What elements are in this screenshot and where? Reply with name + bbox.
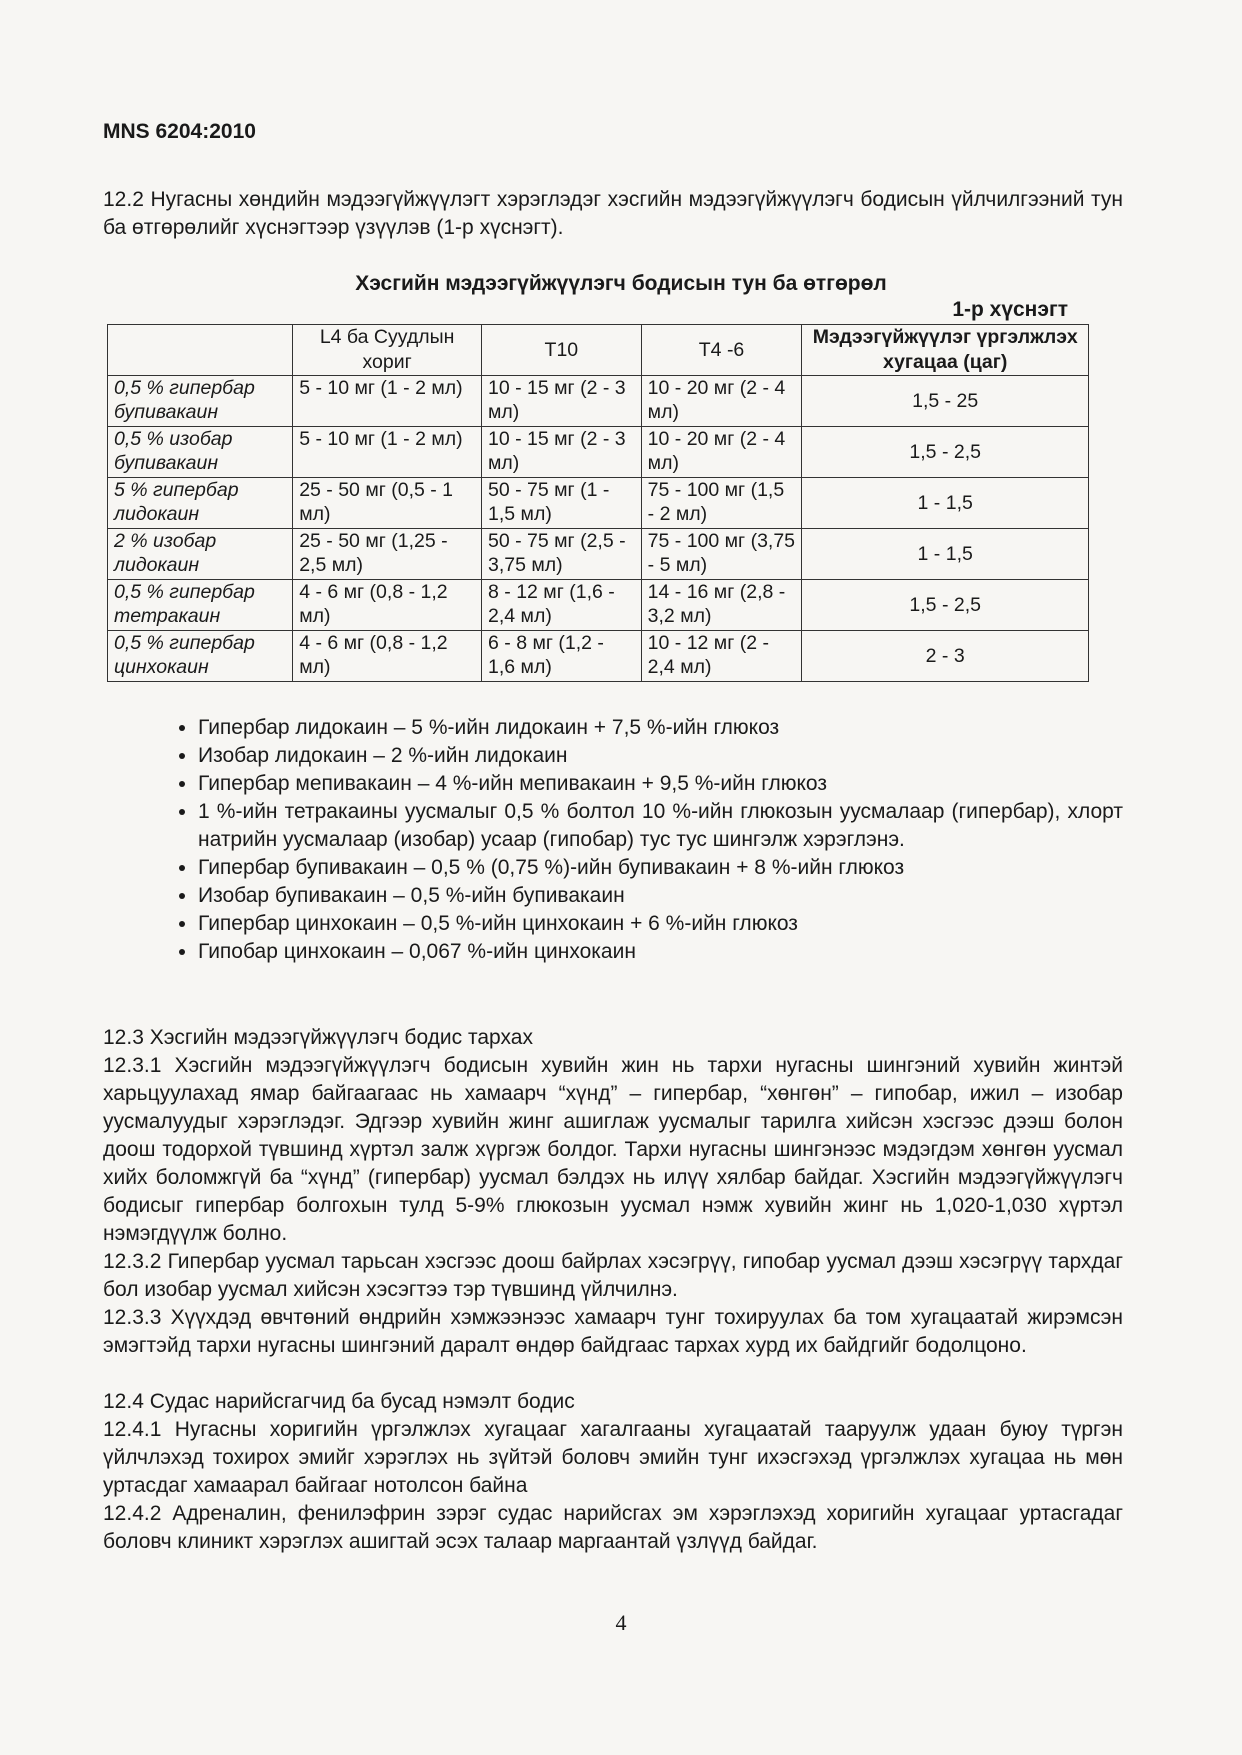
cell-duration: 1 - 1,5 bbox=[802, 478, 1089, 529]
paragraph-12-3-3: 12.3.3 Хүүхдэд өвчтөний өндрийн хэмжээнээс хамаарч тунг тохируулах ба том хугацаатай жирэмсэн эмэгтэйд тархи нугасны шингэний даралт өндөр байдгаас тархах хурд их байдгийг бодолцоно. bbox=[103, 1306, 1123, 1357]
cell-t10: 8 - 12 мг (1,6 - 2,4 мл) bbox=[482, 580, 642, 631]
cell-agent: 2 % изобар лидокаин bbox=[108, 529, 293, 580]
table-title: Хэсгийн мэдээгүйжүүлэгч бодисын тун ба өтгөрөл bbox=[355, 272, 887, 295]
solution-notes-list bbox=[103, 714, 1123, 966]
header-l4: L4 ба Суудлын хориг bbox=[293, 325, 482, 376]
cell-l4: 4 - 6 мг (0,8 - 1,2 мл) bbox=[293, 580, 482, 631]
page-number: 4 bbox=[615, 1610, 627, 1635]
cell-duration: 1,5 - 25 bbox=[802, 376, 1089, 427]
cell-agent: 0,5 % гипербар бупивакаин bbox=[108, 376, 293, 427]
list-item: • Гипербар цинхокаин – 0,5 %-ийн цинхокаин + 6 %-ийн глюкоз bbox=[198, 910, 1123, 938]
cell-l4: 5 - 10 мг (1 - 2 мл) bbox=[293, 427, 482, 478]
cell-t4-6: 10 - 20 мг (2 - 4 мл) bbox=[641, 376, 802, 427]
cell-t10: 10 - 15 мг (2 - 3 мл) bbox=[482, 427, 642, 478]
table-row bbox=[108, 631, 1089, 682]
cell-t4-6: 75 - 100 мг (3,75 - 5 мл) bbox=[641, 529, 802, 580]
table-row bbox=[108, 529, 1089, 580]
cell-t4-6: 75 - 100 мг (1,5 - 2 мл) bbox=[641, 478, 802, 529]
cell-duration: 1,5 - 2,5 bbox=[802, 580, 1089, 631]
section-heading-12-4: 12.4 Судас нарийсгагчид ба бусад нэмэлт бодис bbox=[103, 1390, 575, 1413]
cell-l4: 5 - 10 мг (1 - 2 мл) bbox=[293, 376, 482, 427]
cell-t10: 10 - 15 мг (2 - 3 мл) bbox=[482, 376, 642, 427]
cell-agent: 5 % гипербар лидокаин bbox=[108, 478, 293, 529]
body-sections bbox=[103, 1024, 1123, 1556]
cell-t10: 50 - 75 мг (2,5 - 3,75 мл) bbox=[482, 529, 642, 580]
table-row bbox=[108, 427, 1089, 478]
table-label: 1-р хүснэгт bbox=[952, 298, 1068, 321]
cell-l4: 25 - 50 мг (1,25 - 2,5 мл) bbox=[293, 529, 482, 580]
cell-t4-6: 10 - 12 мг (2 - 2,4 мл) bbox=[641, 631, 802, 682]
list-item: • Гипербар бупивакаин – 0,5 % (0,75 %)-ийн бупивакаин + 8 %-ийн глюкоз bbox=[198, 854, 1123, 882]
cell-t10: 6 - 8 мг (1,2 - 1,6 мл) bbox=[482, 631, 642, 682]
section-heading-12-3: 12.3 Хэсгийн мэдээгүйжүүлэгч бодис тархах bbox=[103, 1026, 533, 1049]
section-gap bbox=[103, 1360, 1123, 1388]
cell-agent: 0,5 % гипербар цинхокаин bbox=[108, 631, 293, 682]
list-item: • Изобар лидокаин – 2 %-ийн лидокаин bbox=[198, 742, 1123, 770]
list-item: • 1 %-ийн тетракаины уусмалыг 0,5 % болтол 10 %-ийн глюкозын уусмалаар (гипербар), хлорт натрийн уусмалаар (изобар) усаар (гипобар) тус тус шингэлж хэрэглэнэ. bbox=[198, 798, 1123, 854]
paragraph-12-4-2: 12.4.2 Адреналин, фенилэфрин зэрэг судас нарийсгах эм хэрэглэхэд хоригийн хугацааг уртасгадаг боловч клиникт хэрэглэх ашигтай эсэх талаар маргаантай үзлүүд байдаг. bbox=[103, 1502, 1123, 1553]
cell-l4: 4 - 6 мг (0,8 - 1,2 мл) bbox=[293, 631, 482, 682]
cell-duration: 1 - 1,5 bbox=[802, 529, 1089, 580]
header-t4-6: T4 -6 bbox=[641, 325, 802, 376]
list-item: • Гипербар лидокаин – 5 %-ийн лидокаин + 7,5 %-ийн глюкоз bbox=[198, 714, 1123, 742]
table-row bbox=[108, 376, 1089, 427]
paragraph-12-4-1: 12.4.1 Нугасны хоригийн үргэлжлэх хугацааг хагалгааны хугацаатай тааруулж удаан буюу түргэн үйлчлэхэд тохирох эмийг хэрэглэх нь зүйтэй боловч эмийн тунг ихэсгэхэд үргэлжлэх хугацаа нь мөн уртасдаг хамаарал байгааг нотолсон байна bbox=[103, 1418, 1123, 1497]
intro-paragraph: 12.2 Нугасны хөндийн мэдээгүйжүүлэгт хэрэглэдэг хэсгийн мэдээгүйжүүлэгч бодисын үйлчилгээний тун ба өтгөрөлийг хүснэгтээр үзүүлэв (1-р хүснэгт). bbox=[103, 188, 1123, 239]
dose-table bbox=[107, 324, 1089, 682]
header-duration: Мэдээгүйжүүлэг үргэлжлэх хугацаа (цаг) bbox=[802, 325, 1089, 376]
list-item: • Изобар бупивакаин – 0,5 %-ийн бупивакаин bbox=[198, 882, 1123, 910]
cell-t4-6: 10 - 20 мг (2 - 4 мл) bbox=[641, 427, 802, 478]
cell-agent: 0,5 % изобар бупивакаин bbox=[108, 427, 293, 478]
cell-t4-6: 14 - 16 мг (2,8 - 3,2 мл) bbox=[641, 580, 802, 631]
cell-duration: 1,5 - 2,5 bbox=[802, 427, 1089, 478]
cell-agent: 0,5 % гипербар тетракаин bbox=[108, 580, 293, 631]
paragraph-12-3-2: 12.3.2 Гипербар уусмал тарьсан хэсгээс доош байрлах хэсэгрүү, гипобар уусмал дээш хэсэгрүү тархдаг бол изобар уусмал хийсэн хэсэгтээ тэр түвшинд үйлчилнэ. bbox=[103, 1250, 1123, 1301]
table-row bbox=[108, 580, 1089, 631]
header-t10: T10 bbox=[482, 325, 642, 376]
table-row bbox=[108, 478, 1089, 529]
paragraph-12-3-1: 12.3.1 Хэсгийн мэдээгүйжүүлэгч бодисын хувийн жин нь тархи нугасны шингэний хувийн жинтэй харьцуулахад ямар байгаагаас нь хамаарч “хүнд” – гипербар, “хөнгөн” – гипобар, ижил – изобар уусмалуудыг хэрэглэдэг. Эдгээр хувийн жинг ашиглаж уусмалыг тарилга хийсэн хэсгээс дээш болон доош тодорхой түвшинд хүртэл залж хүргэж болдог. Тархи нугасны шингэнээс мэдэгдэм хөнгөн уусмал хийх боломжгүй ба “хүнд” (гипербар) уусмал бэлдэх нь илүү хялбар байдаг. Хэсгийн мэдээгүйжүүлэгч бодисыг гипербар болгохын тулд 5-9% глюкозын уусмал нэмж хувийн жинг нь 1,020-1,030 хүртэл нэмэгдүүлж болно. bbox=[103, 1054, 1123, 1245]
list-item: • Гипербар мепивакаин – 4 %-ийн мепивакаин + 9,5 %-ийн глюкоз bbox=[198, 770, 1123, 798]
cell-t10: 50 - 75 мг (1 - 1,5 мл) bbox=[482, 478, 642, 529]
list-item: • Гипобар цинхокаин – 0,067 %-ийн цинхокаин bbox=[198, 938, 1123, 966]
cell-duration: 2 - 3 bbox=[802, 631, 1089, 682]
table-header-row bbox=[108, 325, 1089, 376]
cell-l4: 25 - 50 мг (0,5 - 1 мл) bbox=[293, 478, 482, 529]
header-agent bbox=[108, 325, 293, 376]
standard-code: MNS 6204:2010 bbox=[103, 120, 256, 143]
